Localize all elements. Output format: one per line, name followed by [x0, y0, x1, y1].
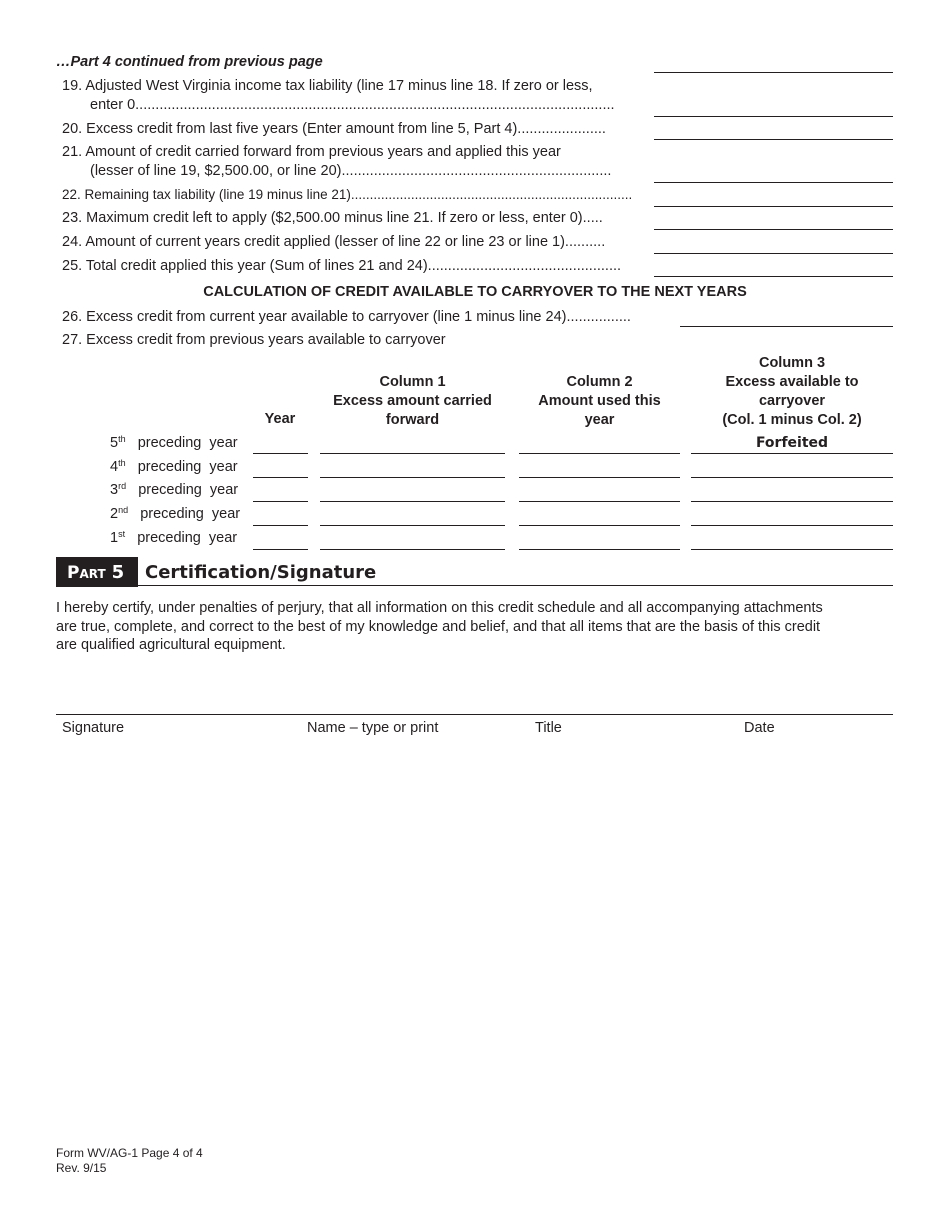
col1-header: Column 1 Excess amount carried forward: [333, 374, 492, 428]
line-21-text-cont: (lesser of line 19, $2,500.00, or line 20)...................................................................: [90, 163, 612, 179]
row-5th-col2-field[interactable]: [519, 453, 680, 454]
continued-heading: …Part 4 continued from previous page: [56, 54, 323, 70]
line-22-text: 22. Remaining tax liability (line 19 minus line 21)...........................................................................: [62, 187, 633, 202]
row-1st-year-field[interactable]: [253, 549, 308, 550]
line-24-text: 24. Amount of current years credit applied (lesser of line 22 or line 23 or line 1)..........: [62, 234, 606, 250]
row-5th-col3-rule: [691, 453, 893, 454]
row-1st-col2-field[interactable]: [519, 549, 680, 550]
certify-line-3: are qualified agricultural equipment.: [56, 637, 286, 653]
footer-form: Form WV/AG-1 Page 4 of 4: [56, 1146, 203, 1160]
row-5th-label: 5th preceding year: [110, 434, 238, 451]
row-3rd-col3-field[interactable]: [691, 501, 893, 502]
name-label: Name – type or print: [307, 720, 439, 736]
line-19-text: 19. Adjusted West Virginia income tax liability (line 17 minus line 18. If zero or less,: [62, 78, 593, 94]
line-26-field[interactable]: [680, 326, 893, 327]
row-3rd-col2-field[interactable]: [519, 501, 680, 502]
row-4th-label: 4th preceding year: [110, 458, 238, 475]
part5-rule: [56, 585, 893, 586]
row-4th-year-field[interactable]: [253, 477, 308, 478]
line-21-text: 21. Amount of credit carried forward from previous years and applied this year: [62, 144, 561, 160]
title-label: Title: [535, 720, 562, 736]
line-21-field[interactable]: [654, 182, 893, 183]
row-1st-col1-field[interactable]: [320, 549, 505, 550]
signature-line[interactable]: [56, 714, 893, 715]
row-5th-col1-field[interactable]: [320, 453, 505, 454]
line-22-field[interactable]: [654, 206, 893, 207]
row-1st-col3-field[interactable]: [691, 549, 893, 550]
line-23-text: 23. Maximum credit left to apply ($2,500.00 minus line 21. If zero or less, enter 0).....: [62, 210, 603, 226]
row-2nd-col3-field[interactable]: [691, 525, 893, 526]
col3-header: Column 3 Excess available to carryover (Col. 1 minus Col. 2): [722, 355, 862, 428]
line-24-field[interactable]: [654, 253, 893, 254]
footer-rev: Rev. 9/15: [56, 1161, 107, 1175]
line-19-field[interactable]: [654, 116, 893, 117]
line-26-text: 26. Excess credit from current year available to carryover (line 1 minus line 24)................: [62, 309, 631, 325]
forfeited-label: Forfeited: [755, 435, 829, 451]
row-4th-col2-field[interactable]: [519, 477, 680, 478]
row-1st-label: 1st preceding year: [110, 529, 238, 546]
row-4th-col1-field[interactable]: [320, 477, 505, 478]
row-2nd-col2-field[interactable]: [519, 525, 680, 526]
signature-label: Signature: [62, 720, 125, 736]
row-4th-col3-field[interactable]: [691, 477, 893, 478]
line-20-text: 20. Excess credit from last five years (Enter amount from line 5, Part 4)......................: [62, 121, 606, 137]
row-5th-year-field[interactable]: [253, 453, 308, 454]
certify-line-2: are true, complete, and correct to the best of my knowledge and belief, and that all items that are the basis of this credit: [56, 619, 821, 635]
line-19-text-cont: enter 0.......................................................................................................................: [90, 97, 615, 113]
line-25-text: 25. Total credit applied this year (Sum of lines 21 and 24)................................................: [62, 258, 622, 274]
date-label: Date: [744, 720, 775, 736]
calc-heading: CALCULATION OF CREDIT AVAILABLE TO CARRYOVER TO THE NEXT YEARS: [203, 284, 747, 300]
line-23-field[interactable]: [654, 229, 893, 230]
row-2nd-year-field[interactable]: [253, 525, 308, 526]
row-2nd-col1-field[interactable]: [320, 525, 505, 526]
line-27-text: 27. Excess credit from previous years available to carryover: [62, 332, 446, 348]
col-year-header: Year: [264, 411, 296, 427]
part5-title: Certification/Signature: [145, 562, 377, 583]
part5-badge: Part 5: [56, 557, 138, 587]
row-3rd-col1-field[interactable]: [320, 501, 505, 502]
row-3rd-year-field[interactable]: [253, 501, 308, 502]
row-2nd-label: 2nd preceding year: [110, 505, 241, 522]
col2-header: Column 2 Amount used this year: [538, 374, 661, 428]
certify-line-1: I hereby certify, under penalties of perjury, that all information on this credit schedule and all accompanying attachments: [56, 600, 823, 616]
row-3rd-label: 3rd preceding year: [110, 481, 239, 498]
line-19-top-rule: [654, 72, 893, 73]
line-25-field[interactable]: [654, 276, 893, 277]
line-20-field[interactable]: [654, 139, 893, 140]
